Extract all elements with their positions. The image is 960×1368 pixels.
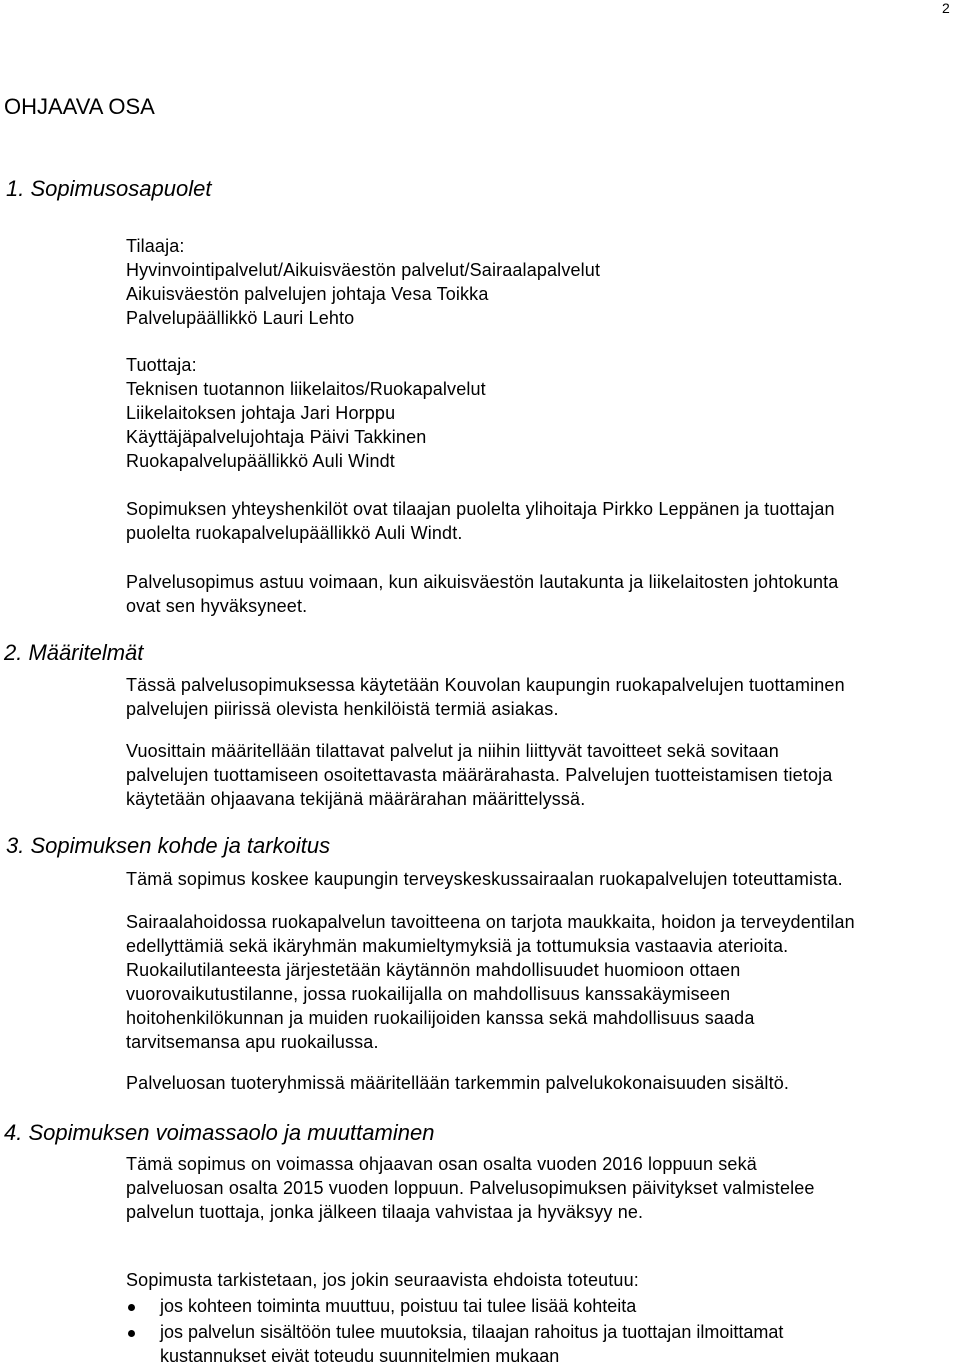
tuottaja-line: Käyttäjäpalvelujohtaja Päivi Takkinen: [126, 427, 427, 447]
paragraph-line: Sopimuksen yhteyshenkilöt ovat tilaajan puolelta ylihoitaja Pirkko Leppänen ja tuottajan: [126, 499, 835, 519]
paragraph-line: edellyttämiä sekä ikäryhmän makumieltymyksiä ja tottumuksia vastaavia aterioita.: [126, 936, 789, 956]
paragraph-line: tarvitsemansa apu ruokailussa.: [126, 1032, 379, 1052]
paragraph-line: palvelun tuottaja, jonka jälkeen tilaaja vahvistaa ja hyväksyy ne.: [126, 1202, 644, 1222]
paragraph-line: Tämä sopimus koskee kaupungin terveyskeskussairaalan ruokapalvelujen toteuttamista.: [126, 869, 843, 889]
paragraph-line: puolelta ruokapalvelupäällikkö Auli Windt.: [126, 523, 463, 543]
tuottaja-line: Ruokapalvelupäällikkö Auli Windt: [126, 451, 395, 471]
validity-change-paragraph: [126, 1152, 815, 1224]
bullet-icon: [128, 1304, 135, 1311]
paragraph-line: Sopimusta tarkistetaan, jos jokin seuraavista ehdoista toteutuu:: [126, 1270, 639, 1290]
paragraph-line: ovat sen hyväksyneet.: [126, 596, 308, 616]
section-1-heading: 1. Sopimusosapuolet: [6, 176, 212, 201]
scope-paragraph-3: [126, 1071, 789, 1095]
paragraph-line: Palveluosan tuoteryhmissä määritellään tarkemmin palvelukokonaisuuden sisältö.: [126, 1073, 790, 1093]
document-title: OHJAAVA OSA: [4, 94, 155, 119]
tuottaja-label: Tuottaja:: [126, 355, 197, 375]
paragraph-line: hoitohenkilökunnan ja muiden ruokailijoiden kanssa sekä mahdollisuus saada: [126, 1008, 755, 1028]
paragraph-line: palvelujen piirissä olevista henkilöistä termiä asiakas.: [126, 699, 559, 719]
paragraph-line: vuorovaikutustilanne, jossa ruokailijalla on mahdollisuus kanssakäymiseen: [126, 984, 731, 1004]
tilaaja-block: [126, 234, 600, 330]
bullet-text: jos kohteen toiminta muuttuu, poistuu tai tulee lisää kohteita: [160, 1296, 637, 1316]
scope-paragraph-1: [126, 867, 843, 891]
paragraph-line: Vuosittain määritellään tilattavat palvelut ja niihin liittyvät tavoitteet sekä sovitaan: [126, 741, 779, 761]
tuottaja-line: Teknisen tuotannon liikelaitos/Ruokapalvelut: [126, 379, 486, 399]
review-intro: [126, 1268, 639, 1292]
tilaaja-line: Hyvinvointipalvelut/Aikuisväestön palvelut/Sairaalapalvelut: [126, 260, 601, 280]
bullet-icon: [128, 1330, 135, 1337]
validity-paragraph: [126, 570, 838, 618]
bullet-text: jos palvelun sisältöön tulee muutoksia, tilaajan rahoitus ja tuottajan ilmoittamat: [160, 1322, 784, 1342]
paragraph-line: Tämä sopimus on voimassa ohjaavan osan osalta vuoden 2016 loppuun sekä: [126, 1154, 757, 1174]
tilaaja-label: Tilaaja:: [126, 236, 185, 256]
section-4-heading: 4. Sopimuksen voimassaolo ja muuttaminen: [4, 1120, 435, 1145]
section-3-heading: 3. Sopimuksen kohde ja tarkoitus: [6, 833, 331, 858]
section-2-heading: 2. Määritelmät: [4, 640, 144, 665]
definitions-paragraph-1: [126, 673, 845, 721]
tilaaja-line: Aikuisväestön palvelujen johtaja Vesa Toikka: [126, 284, 489, 304]
definitions-paragraph-2: [126, 739, 832, 811]
bullet-text: kustannukset eivät toteudu suunnitelmien mukaan: [160, 1346, 560, 1366]
paragraph-line: Sairaalahoidossa ruokapalvelun tavoitteena on tarjota maukkaita, hoidon ja terveydentilan: [126, 912, 855, 932]
scope-paragraph-2: [126, 910, 855, 1054]
tilaaja-line: Palvelupäällikkö Lauri Lehto: [126, 308, 355, 328]
paragraph-line: palveluosan osalta 2015 vuoden loppuun. Palvelusopimuksen päivitykset valmistelee: [126, 1178, 815, 1198]
tuottaja-block: [126, 353, 486, 473]
paragraph-line: Tässä palvelusopimuksessa käytetään Kouvolan kaupungin ruokapalvelujen tuottaminen: [126, 675, 845, 695]
paragraph-line: palvelujen tuottamiseen osoitettavasta määrärahasta. Palvelujen tuotteistamisen tietoja: [126, 765, 833, 785]
paragraph-line: Palvelusopimus astuu voimaan, kun aikuisväestön lautakunta ja liikelaitosten johtokunta: [126, 572, 839, 592]
page-number: 2: [942, 0, 950, 16]
tuottaja-line: Liikelaitoksen johtaja Jari Horppu: [126, 403, 396, 423]
contacts-paragraph: [126, 497, 835, 545]
paragraph-line: käytetään ohjaavana tekijänä määrärahan määrittelyssä.: [126, 789, 586, 809]
paragraph-line: Ruokailutilanteesta järjestetään käytännön mahdollisuudet huomioon ottaen: [126, 960, 741, 980]
